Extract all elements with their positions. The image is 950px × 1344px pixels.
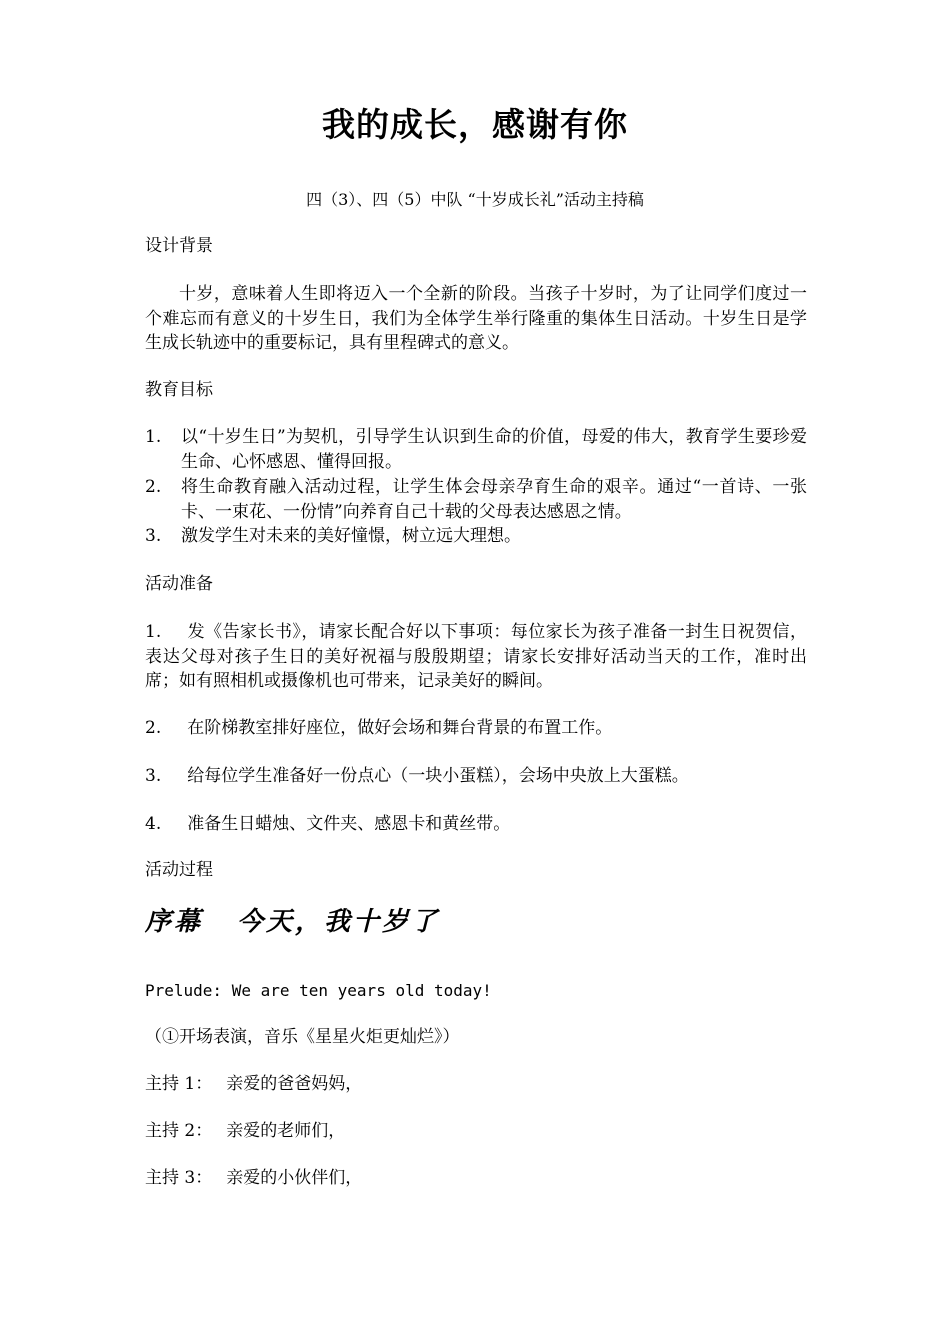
document-subtitle: 四（3）、四（5）中队 “十岁成长礼”活动主持稿 [306,190,644,209]
goal-item [145,475,807,524]
section-heading-process: 活动过程 [145,860,213,880]
act-name: 今天，我十岁了 [237,907,441,937]
host-text: 亲爱的爸爸妈妈， [226,1074,363,1094]
prep-item [145,620,807,694]
prep-number: 2. [145,718,162,738]
prep-number: 1. [145,622,162,642]
goal-text: 激发学生对未来的美好憧憬，树立远大理想。 [181,526,521,546]
document-title: 我的成长，感谢有你 [322,105,628,144]
host-line [145,1117,807,1145]
host-speaker: 主持 2： [145,1121,213,1141]
act-label: 序幕 [145,907,204,937]
prep-text: 给每位学生准备好一份点心（一块小蛋糕），会场中央放上大蛋糕。 [187,766,689,786]
host-speaker: 主持 3： [145,1168,213,1188]
host-speaker: 主持 1： [145,1074,213,1094]
act-title [145,902,440,942]
prep-item [145,762,807,790]
prep-number: 4. [145,814,162,834]
goal-text: 将生命教育融入活动过程，让学生体会母亲孕育生命的艰辛。通过“一首诗、一张卡、一束花、一份情”向养育自己十载的父母表达感恩之情。 [181,477,807,522]
host-line [145,1164,807,1192]
prep-number: 3. [145,766,162,786]
prep-text: 准备生日蜡烛、文件夹、感恩卡和黄丝带。 [187,814,511,834]
goal-number: 1. [145,427,162,447]
host-line [145,1070,807,1098]
section-heading-goals: 教育目标 [145,380,213,400]
section-heading-background: 设计背景 [145,236,213,256]
prep-text: 发《告家长书》，请家长配合好以下事项：每位家长为孩子准备一封生日祝贺信，表达父母对孩子生日的美好祝福与殷殷期望；请家长安排好活动当天的工作，准时出席；如有照相机或摄像机也可带来，记录美好的瞬间。 [145,622,807,691]
goal-number: 2. [145,477,162,497]
goal-number: 3. [145,526,162,546]
prep-item [145,810,807,838]
host-text: 亲爱的老师们， [226,1121,346,1141]
stage-note: （①开场表演，音乐《星星火炬更灿烂》） [145,1027,460,1047]
english-subtitle: Prelude: We are ten years old today! [145,981,492,1000]
goal-text: 以“十岁生日”为契机，引导学生认识到生命的价值，母爱的伟大，教育学生要珍爱生命、心怀感恩、懂得回报。 [181,427,807,472]
goal-item [145,524,807,549]
host-text: 亲爱的小伙伴们， [226,1168,363,1188]
prep-item [145,714,807,742]
section-heading-preparation: 活动准备 [145,574,213,594]
prep-text: 在阶梯教室排好座位，做好会场和舞台背景的布置工作。 [187,718,613,738]
background-paragraph: 十岁，意味着人生即将迈入一个全新的阶段。当孩子十岁时，为了让同学们度过一个难忘而有意义的十岁生日，我们为全体学生举行隆重的集体生日活动。十岁生日是学生成长轨迹中的重要标记，具有里程碑式的意义。 [145,284,807,353]
goal-item [145,425,807,474]
